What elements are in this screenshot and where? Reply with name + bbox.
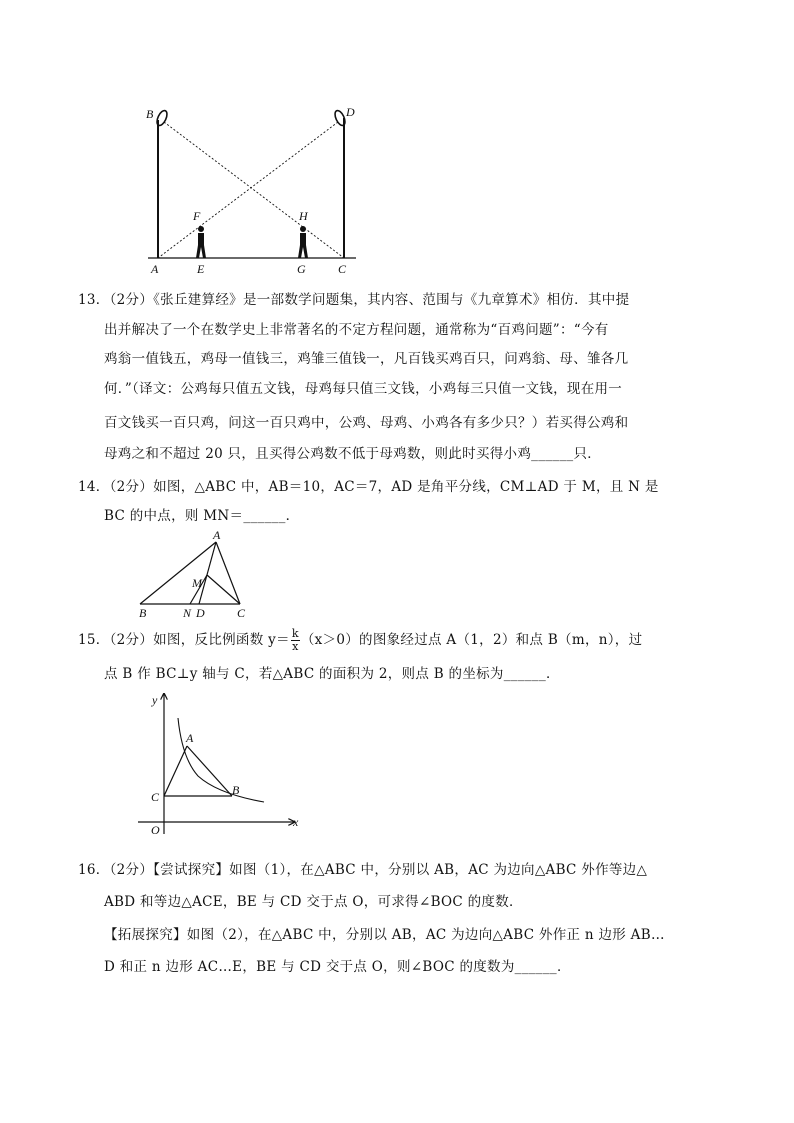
- lamp-B: [155, 109, 169, 127]
- q14-line-2: BC 的中点，则 MN＝______．: [104, 508, 300, 524]
- q13-line-4: 何．”（译文：公鸡每只值五文钱，母鸡每只值三文钱，小鸡每三只值一文钱，现在用一: [104, 381, 623, 397]
- label-A: A: [186, 731, 194, 745]
- q15-text-a: 15．（2分）如图，反比例函数 y＝: [78, 632, 290, 648]
- label-N: N: [183, 606, 192, 620]
- fraction-numerator: k: [291, 627, 299, 640]
- label-D: D: [196, 606, 205, 620]
- side-AB: [140, 542, 216, 604]
- label-E: E: [197, 262, 205, 276]
- light-ray-DA: [158, 122, 338, 258]
- label-C: C: [338, 262, 347, 276]
- label-A: A: [151, 262, 159, 276]
- q13-line-6: 母鸡之和不超过 20 只，且买得公鸡数不低于母鸡数，则此时买得小鸡______只．: [104, 446, 602, 462]
- q13-line-1: 13．（2分）《张丘建算经》是一部数学问题集，其内容、范围与《九章算术》相仿．其中提: [78, 292, 630, 308]
- bisector-AD: [199, 542, 216, 604]
- label-y: y: [152, 693, 158, 707]
- light-ray-BC: [164, 122, 344, 258]
- q16-line-3: 【拓展探究】如图（2），在△ABC 中，分别以 AB，AC 为边向△ABC 外作正 n 边形 AB…: [104, 927, 665, 943]
- label-B: B: [146, 107, 154, 121]
- label-D: D: [346, 105, 355, 119]
- perpendicular-CM: [207, 575, 240, 604]
- q15-line-1: [78, 628, 642, 653]
- fraction-denominator: x: [292, 640, 299, 653]
- label-B: B: [232, 783, 240, 797]
- label-O: O: [151, 823, 160, 837]
- person-H-figure: [298, 226, 308, 258]
- q16-line-1: 16．（2分）【尝试探究】如图（1），在△ABC 中，分别以 AB，AC 为边向△ABC 外作等边△: [78, 862, 648, 878]
- label-M: M: [192, 576, 202, 590]
- q15-text-b: （x＞0）的图象经过点 A（1，2）和点 B（m，n），过: [300, 632, 643, 648]
- label-F: F: [193, 209, 201, 223]
- lamp-D: [333, 109, 347, 127]
- side-CA: [164, 746, 187, 796]
- q16-line-2: ABD 和等边△ACE，BE 与 CD 交于点 O，可求得∠BOC 的度数．: [104, 894, 523, 910]
- label-C: C: [151, 790, 160, 804]
- person-F-figure: [196, 226, 206, 258]
- q13-line-5: 百文钱买一百只鸡，问这一百只鸡中，公鸡、母鸡、小鸡各有多少只？）若买得公鸡和: [104, 415, 629, 431]
- q13-line-3: 鸡翁一值钱五，鸡母一值钱三，鸡雏三值钱一，凡百钱买鸡百只，问鸡翁、母、雏各几: [104, 351, 629, 367]
- lamp-figure: [140, 100, 360, 278]
- fraction-k-over-x: [291, 628, 300, 653]
- label-A: A: [213, 528, 221, 542]
- label-G: G: [297, 262, 306, 276]
- triangle-figure: [132, 528, 262, 620]
- label-H: H: [299, 209, 308, 223]
- q16-line-4: D 和正 n 边形 AC…E，BE 与 CD 交于点 O，则∠BOC 的度数为______．: [104, 959, 571, 975]
- label-x: x: [293, 815, 299, 829]
- q13-line-2: 出并解决了一个在数学史上非常著名的不定方程问题，通常称为“百鸡问题”：“今有: [104, 322, 609, 338]
- hyperbola-figure: [134, 688, 306, 838]
- q15-line-2: 点 B 作 BC⊥y 轴与 C，若△ABC 的面积为 2，则点 B 的坐标为______．: [104, 666, 560, 682]
- label-B: B: [139, 606, 147, 620]
- q14-line-1: 14．（2分）如图，△ABC 中，AB＝10，AC＝7，AD 是角平分线，CM⊥AD 于 M，且 N 是: [78, 479, 659, 495]
- label-C: C: [237, 606, 246, 620]
- side-AC: [216, 542, 240, 604]
